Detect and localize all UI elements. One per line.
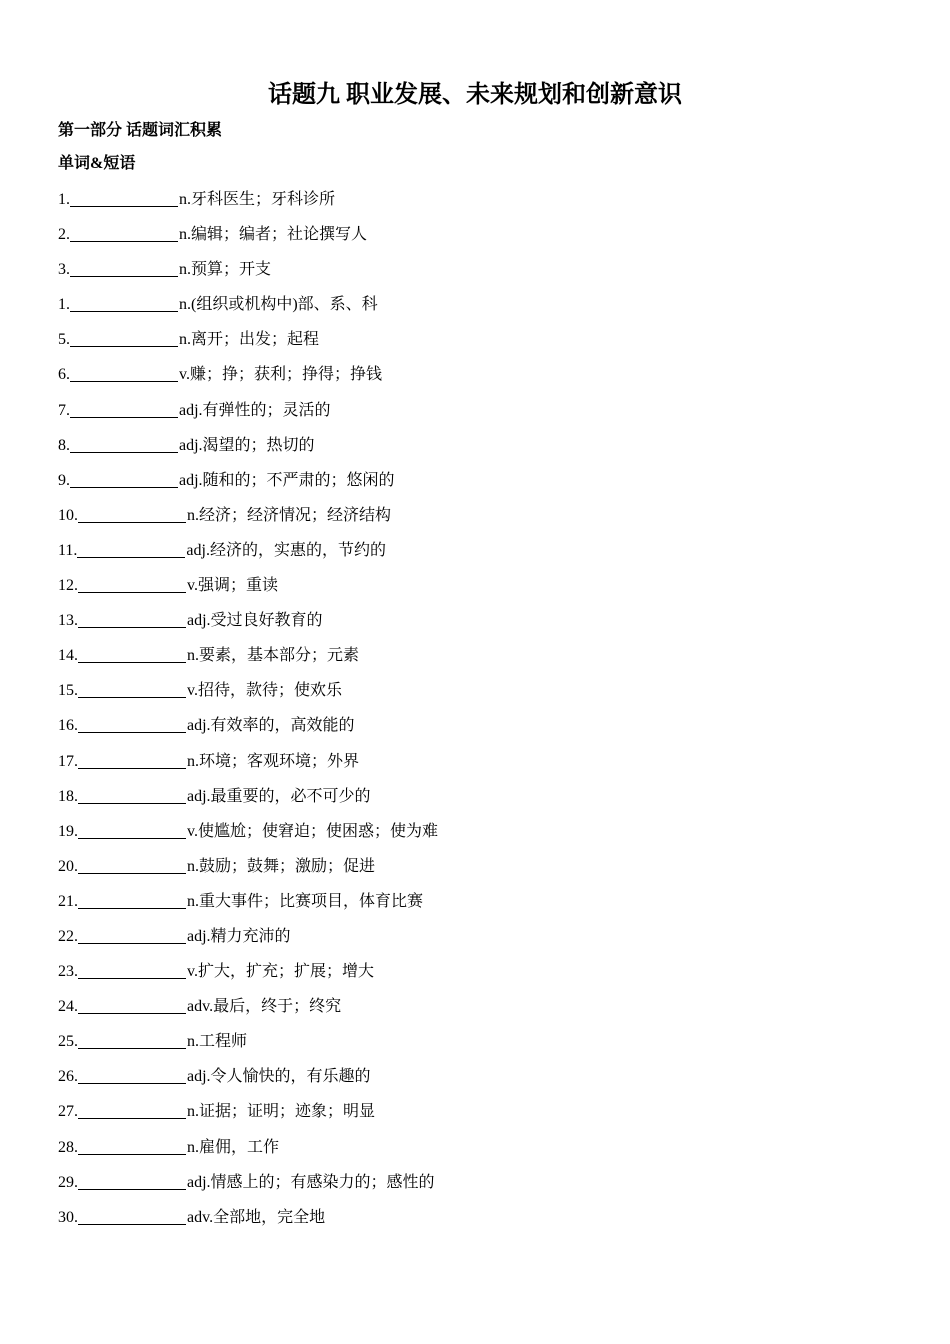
item-number: 8. bbox=[58, 436, 70, 454]
vocabulary-item bbox=[58, 568, 438, 603]
answer-blank[interactable] bbox=[78, 1117, 186, 1119]
vocabulary-item bbox=[58, 638, 438, 673]
answer-blank[interactable] bbox=[70, 310, 178, 312]
vocabulary-item bbox=[58, 217, 438, 252]
vocabulary-item bbox=[58, 708, 438, 743]
answer-blank[interactable] bbox=[78, 872, 186, 874]
item-number: 3. bbox=[58, 261, 70, 279]
item-definition: adj.精力充沛的 bbox=[187, 927, 291, 945]
item-definition: v.强调；重读 bbox=[187, 577, 278, 595]
vocabulary-item bbox=[58, 1024, 438, 1059]
vocabulary-item bbox=[58, 1200, 438, 1235]
answer-blank[interactable] bbox=[78, 907, 186, 909]
item-definition: adj.最重要的，必不可少的 bbox=[187, 787, 371, 805]
item-definition: adj.渴望的；热切的 bbox=[179, 436, 315, 454]
answer-blank[interactable] bbox=[78, 661, 186, 663]
answer-blank[interactable] bbox=[77, 556, 185, 558]
item-definition: n.(组织或机构中)部、系、科 bbox=[179, 296, 378, 314]
item-number: 12. bbox=[58, 577, 78, 595]
answer-blank[interactable] bbox=[70, 240, 178, 242]
item-number: 27. bbox=[58, 1103, 78, 1121]
item-number: 22. bbox=[58, 927, 78, 945]
document-title: 话题九 职业发展、未来规划和创新意识 bbox=[268, 82, 682, 108]
vocabulary-item bbox=[58, 779, 438, 814]
answer-blank[interactable] bbox=[78, 942, 186, 944]
answer-blank[interactable] bbox=[78, 696, 186, 698]
vocabulary-item bbox=[58, 287, 438, 322]
item-definition: v.扩大，扩充；扩展；增大 bbox=[187, 963, 374, 981]
item-number: 23. bbox=[58, 963, 78, 981]
item-definition: n.重大事件；比赛项目，体育比赛 bbox=[187, 892, 424, 910]
vocabulary-item bbox=[58, 428, 438, 463]
item-definition: n.工程师 bbox=[187, 1033, 248, 1051]
item-definition: n.要素，基本部分；元素 bbox=[187, 647, 360, 665]
answer-blank[interactable] bbox=[78, 1188, 186, 1190]
answer-blank[interactable] bbox=[78, 1153, 186, 1155]
answer-blank[interactable] bbox=[78, 802, 186, 804]
item-definition: n.预算；开支 bbox=[179, 261, 272, 279]
item-number: 1. bbox=[58, 191, 70, 208]
item-number: 28. bbox=[58, 1138, 78, 1156]
item-definition: adv.最后，终于；终究 bbox=[187, 998, 342, 1016]
vocabulary-item bbox=[58, 603, 438, 638]
vocabulary-item bbox=[58, 1059, 438, 1094]
item-definition: adj.经济的，实惠的，节约的 bbox=[186, 541, 386, 559]
item-number: 29. bbox=[58, 1173, 78, 1191]
item-definition: adj.情感上的；有感染力的；感性的 bbox=[187, 1173, 435, 1191]
item-definition: adj.受过良好教育的 bbox=[187, 612, 323, 630]
answer-blank[interactable] bbox=[70, 486, 178, 488]
item-number: 18. bbox=[58, 787, 78, 805]
item-number: 21. bbox=[58, 892, 78, 910]
item-number: 26. bbox=[58, 1068, 78, 1086]
vocabulary-item bbox=[58, 744, 438, 779]
item-number: 30. bbox=[58, 1208, 78, 1226]
item-number: 24. bbox=[58, 998, 78, 1016]
answer-blank[interactable] bbox=[78, 1223, 186, 1225]
item-number: 2. bbox=[58, 226, 70, 244]
subsection-heading: 单词&短语 bbox=[58, 155, 136, 172]
item-number: 5. bbox=[58, 331, 70, 349]
vocabulary-item bbox=[58, 252, 438, 287]
item-definition: n.雇佣，工作 bbox=[187, 1138, 280, 1156]
item-number: 14. bbox=[58, 647, 78, 665]
vocabulary-item bbox=[58, 989, 438, 1024]
vocabulary-list bbox=[58, 182, 438, 1235]
item-definition: n.编辑；编者；社论撰写人 bbox=[179, 226, 368, 244]
item-definition: adj.令人愉快的，有乐趣的 bbox=[187, 1068, 371, 1086]
vocabulary-item bbox=[58, 1165, 438, 1200]
item-number: 7. bbox=[58, 401, 70, 419]
item-definition: n.离开；出发；起程 bbox=[179, 331, 320, 349]
vocabulary-item bbox=[58, 884, 438, 919]
answer-blank[interactable] bbox=[78, 1047, 186, 1049]
answer-blank[interactable] bbox=[78, 591, 186, 593]
answer-blank[interactable] bbox=[70, 416, 178, 418]
item-number: 6. bbox=[58, 366, 70, 384]
item-definition: n.牙科医生；牙科诊所 bbox=[179, 191, 336, 208]
item-definition: adj.有弹性的；灵活的 bbox=[179, 401, 331, 419]
item-number: 19. bbox=[58, 822, 78, 840]
answer-blank[interactable] bbox=[70, 205, 178, 207]
vocabulary-item bbox=[58, 814, 438, 849]
answer-blank[interactable] bbox=[70, 275, 178, 277]
answer-blank[interactable] bbox=[78, 521, 186, 523]
answer-blank[interactable] bbox=[78, 837, 186, 839]
item-definition: v.使尴尬；使窘迫；使困惑；使为难 bbox=[187, 822, 438, 840]
item-number: 25. bbox=[58, 1033, 78, 1051]
item-number: 16. bbox=[58, 717, 78, 735]
vocabulary-item bbox=[58, 673, 438, 708]
item-number: 15. bbox=[58, 682, 78, 700]
vocabulary-item bbox=[58, 919, 438, 954]
item-number: 13. bbox=[58, 612, 78, 630]
item-definition: v.招待，款待；使欢乐 bbox=[187, 682, 342, 700]
item-number: 1. bbox=[58, 296, 70, 314]
item-definition: v.赚；挣；获利；挣得；挣钱 bbox=[179, 366, 382, 384]
vocabulary-item bbox=[58, 393, 438, 428]
item-definition: adj.随和的；不严肃的；悠闲的 bbox=[179, 471, 395, 489]
vocabulary-item bbox=[58, 498, 438, 533]
vocabulary-item bbox=[58, 463, 438, 498]
item-number: 17. bbox=[58, 752, 78, 770]
item-number: 9. bbox=[58, 471, 70, 489]
item-number: 11. bbox=[58, 541, 78, 559]
item-definition: n.证据；证明；迹象；明显 bbox=[187, 1103, 376, 1121]
item-definition: adj.有效率的，高效能的 bbox=[187, 717, 355, 735]
vocabulary-item bbox=[58, 533, 438, 568]
vocabulary-item bbox=[58, 849, 438, 884]
answer-blank[interactable] bbox=[70, 345, 178, 347]
answer-blank[interactable] bbox=[70, 451, 178, 453]
vocabulary-item bbox=[58, 322, 438, 357]
item-definition: n.鼓励；鼓舞；激励；促进 bbox=[187, 857, 376, 875]
vocabulary-item bbox=[58, 954, 438, 989]
answer-blank[interactable] bbox=[78, 626, 186, 628]
item-definition: n.经济；经济情况；经济结构 bbox=[187, 506, 392, 524]
answer-blank[interactable] bbox=[78, 767, 186, 769]
vocabulary-item bbox=[58, 182, 438, 217]
vocabulary-item bbox=[58, 357, 438, 392]
answer-blank[interactable] bbox=[78, 731, 186, 733]
vocabulary-item bbox=[58, 1094, 438, 1129]
answer-blank[interactable] bbox=[78, 1082, 186, 1084]
item-number: 10. bbox=[58, 506, 78, 524]
item-number: 20. bbox=[58, 857, 78, 875]
section-heading: 第一部分 话题词汇积累 bbox=[58, 122, 223, 139]
answer-blank[interactable] bbox=[70, 380, 178, 382]
answer-blank[interactable] bbox=[78, 1012, 186, 1014]
answer-blank[interactable] bbox=[78, 977, 186, 979]
item-definition: adv.全部地，完全地 bbox=[187, 1208, 326, 1226]
item-definition: n.环境；客观环境；外界 bbox=[187, 752, 360, 770]
vocabulary-item bbox=[58, 1130, 438, 1165]
